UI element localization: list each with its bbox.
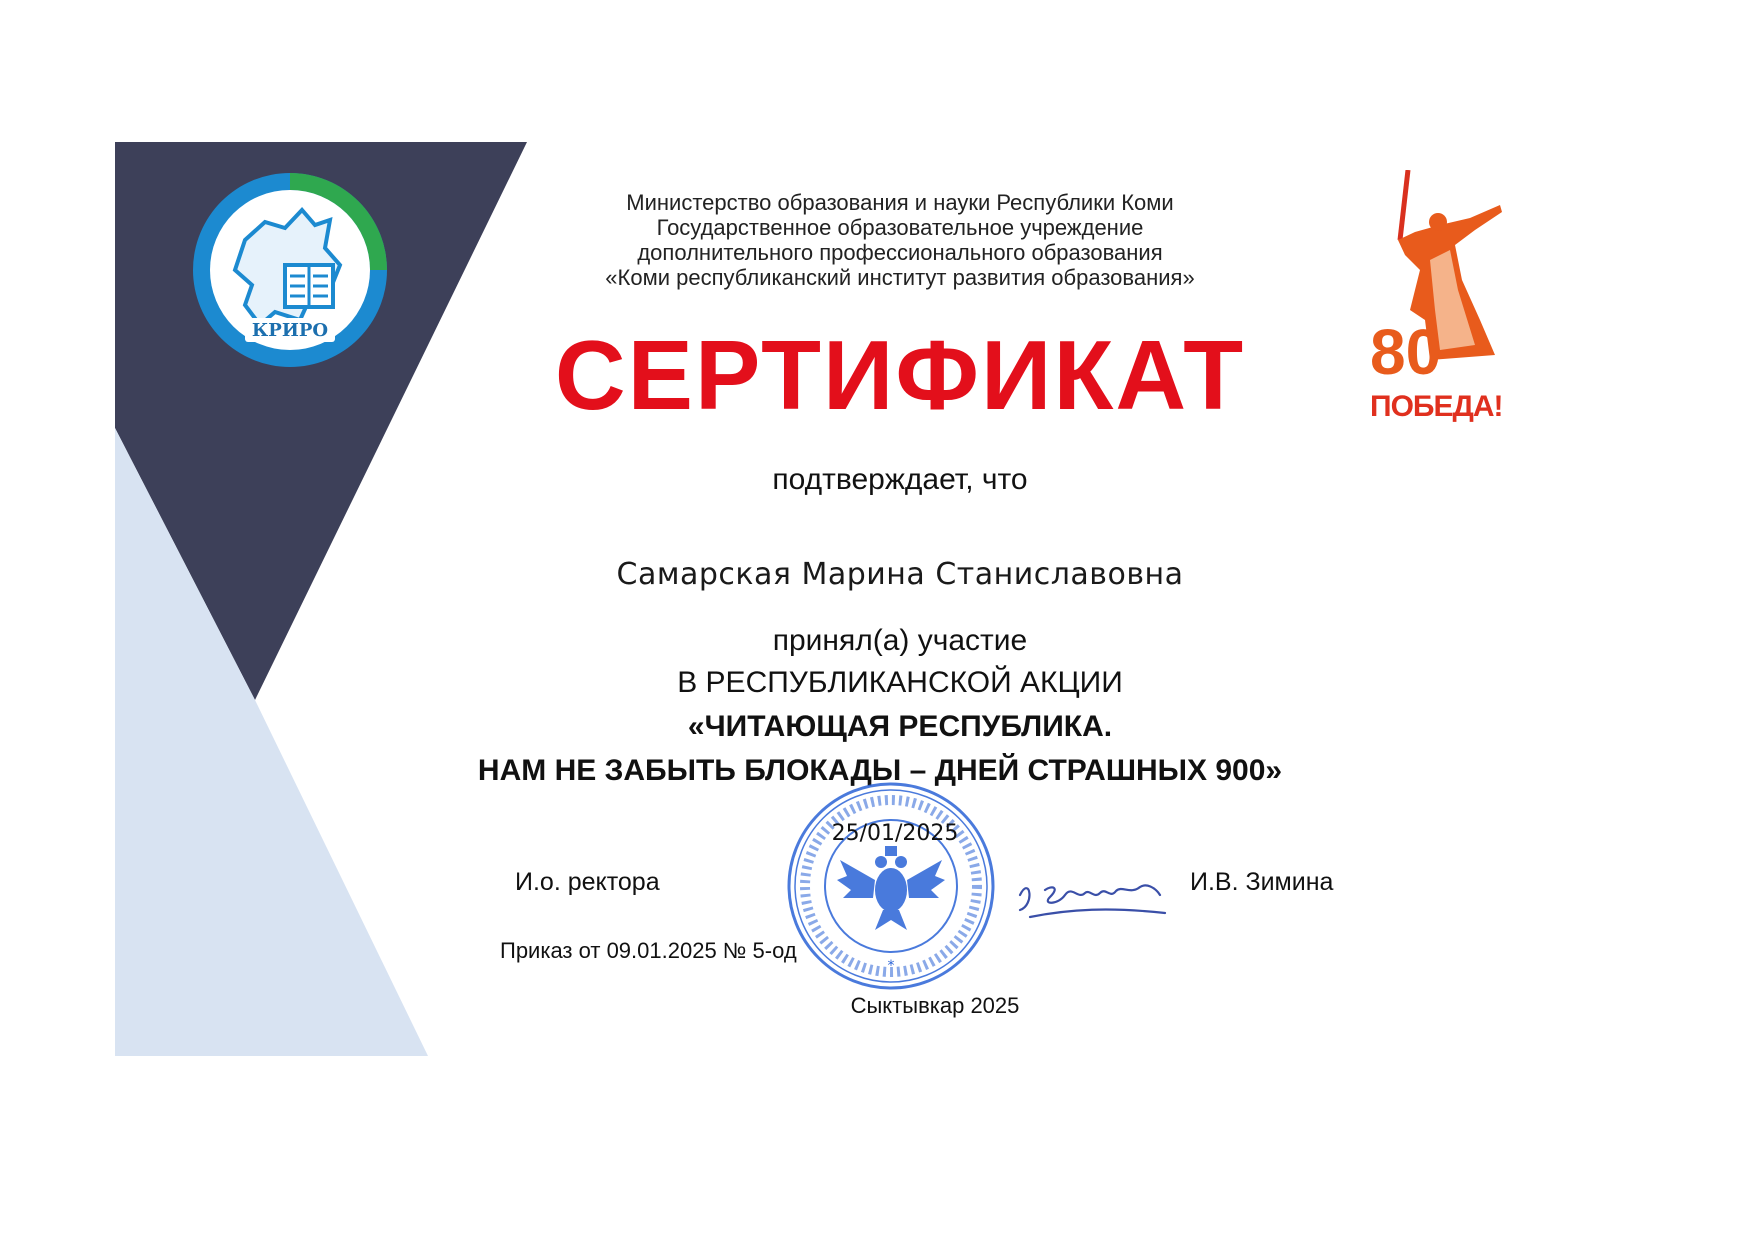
svg-text:*: * xyxy=(887,958,895,974)
handwritten-signature xyxy=(990,865,1180,925)
event-title-line-1: «ЧИТАЮЩАЯ РЕСПУБЛИКА. xyxy=(687,710,1113,743)
issue-date: 25/01/2025 xyxy=(831,821,959,846)
header-institution-type: Государственное образовательное учреждение xyxy=(656,215,1144,240)
header-institute-name: «Коми республиканский институт развития образования» xyxy=(605,265,1195,290)
order-reference: Приказ от 09.01.2025 № 5-од xyxy=(500,938,797,963)
signatory-name: И.В. Зимина xyxy=(1190,868,1334,896)
official-stamp xyxy=(785,780,997,992)
confirms-text: подтверждает, что xyxy=(772,463,1028,496)
victory-number: 80 xyxy=(1370,316,1442,388)
event-prefix: В РЕСПУБЛИКАНСКОЙ АКЦИИ xyxy=(677,666,1123,699)
recipient-name: Самарская Марина Станиславовна xyxy=(616,557,1184,592)
footer-city-year: Сыктывкар 2025 xyxy=(850,993,1020,1018)
russian-coat-of-arms-icon xyxy=(837,846,945,930)
victory-text: ПОБЕДА! xyxy=(1370,390,1503,423)
participation-text: принял(а) участие xyxy=(772,624,1028,657)
certificate-title: СЕРТИФИКАТ xyxy=(554,320,1246,430)
event-title-line-2: НАМ НЕ ЗАБЫТЬ БЛОКАДЫ – ДНЕЙ СТРАШНЫХ 900» xyxy=(477,754,1283,787)
signatory-role: И.о. ректора xyxy=(515,868,660,896)
stamp-seal-icon xyxy=(785,780,997,992)
victory-80-emblem xyxy=(1370,170,1520,430)
logo-label: КРИРО xyxy=(251,320,329,341)
header-ministry: Министерство образования и науки Республики Коми xyxy=(626,190,1174,215)
institute-logo xyxy=(190,170,390,370)
header-education-type: дополнительного профессионального образования xyxy=(637,240,1163,265)
signature-scribble-icon xyxy=(990,865,1180,925)
